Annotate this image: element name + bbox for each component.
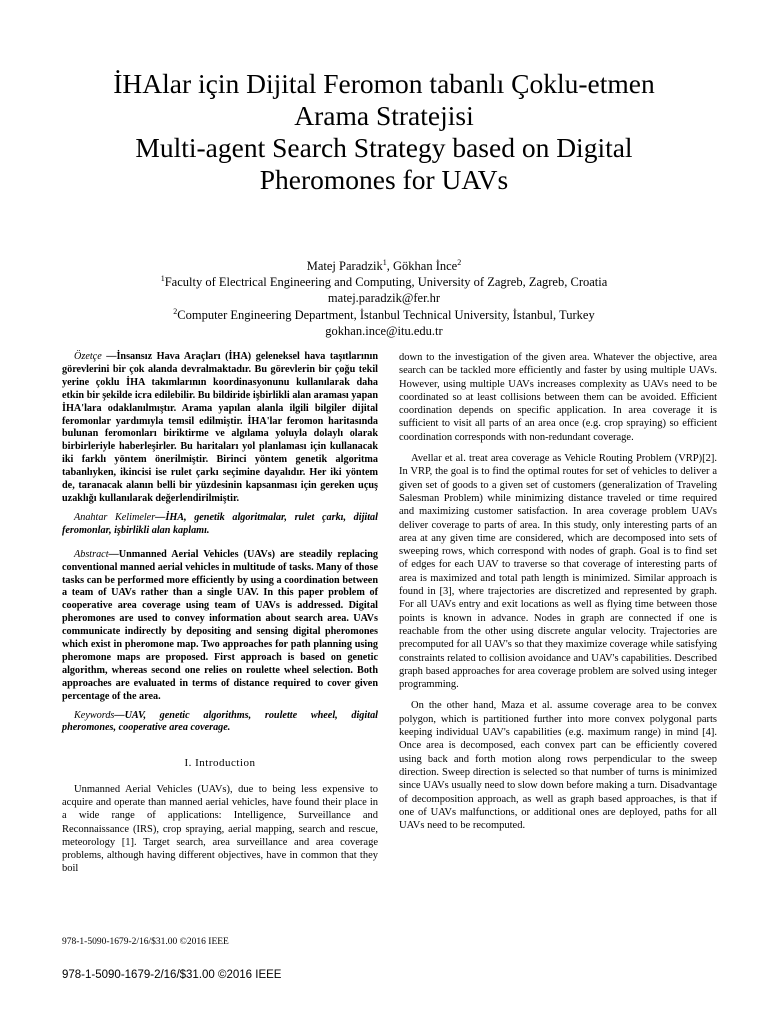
affiliation-2-sup: 2 xyxy=(173,306,178,316)
right-paragraph-2: Avellar et al. treat area coverage as Vehicle Routing Problem (VRP)[2]. In VRP, the goal is to find the optimal routes for set of vehicles to deliver a given set of goods to a given set of customers (generalization of Traveling Salesman Problem) while minimizing distance traveled or time required and maximizing customer satisfaction. In area coverage problem UAVs deliver coverage to parts of area. In this study, only interesting parts of an area at any given time are considered, which are decomposed into sets of sweeping rows, which correspond with nodes of graph. Goal is to find set of edges for each UAV to traverse so that coverage of interesting parts of area is maximized and total path length is minimized. Similar approach is found in [3], where trajectories are discretized and represented by graph. For all UAVs entry and exit locations as well as flying time between those points is known in advance. Nodes in graph are connected if one is reachable from the other using discrete angular velocity. Trajectories are precomputed for all UAV's so that they maximize coverage while satisfying constraints related to collision avoidance and UAV's capabilities. Described graph based approaches for area coverage problem are solved using integer programming. xyxy=(399,453,717,691)
email-1: matej.paradzik@fer.hr xyxy=(327,291,441,306)
affiliation-2 xyxy=(40,307,728,323)
author-block xyxy=(40,258,728,339)
author-2-name: Gökhan İnce xyxy=(393,259,458,273)
ozetce-paragraph xyxy=(62,351,378,506)
anahtar-label: Anahtar Kelimeler xyxy=(74,511,156,523)
author-separator: , xyxy=(386,259,394,273)
affiliation-1-text: Faculty of Electrical Engineering and Computing, University of Zagreb, Zagreb, Croatia xyxy=(164,275,608,290)
ozetce-label: Özetçe xyxy=(74,351,102,362)
left-column xyxy=(62,351,378,884)
author-names xyxy=(40,258,728,274)
abstract-text: Unmanned Aerial Vehicles (UAVs) are steadily replacing conventional manned aerial vehicles in multitude of tasks. Many of those tasks can be performed more efficiently by using a coordination between a team of UAVs rather than a single UAV. In this paper problem of cooperative area coverage using team of UAVs is addressed. Digital pheromones are used to convey information about search area. UAVs communicate indirectly by depositing and sensing digital pheromones which exist in pheromone map. Two approaches for path planning using pheromone maps are proposed. First approach is based on genetic algorithm, whereas second one relies on roulette wheel selection. Both approaches are evaluated in terms of distance required to cover given percentage of the area. xyxy=(62,548,378,702)
keywords-text: UAV, genetic algorithms, roulette wheel, digital pheromones, cooperative area coverage. xyxy=(62,709,378,734)
keywords-label: Keywords xyxy=(74,709,115,721)
title-line-turkish-2: Arama Stratejisi xyxy=(294,100,474,131)
intro-paragraph-1: Unmanned Aerial Vehicles (UAVs), due to being less expensive to acquire and operate than manned aerial vehicles, have found their place in a wide range of applications: Intelligence, Surveillance and Reconnaissance (IRS), crop spraying, aerial mapping, search and rescue, meteorology [1]. Target search, area surveillance and area coverage problems, although having different objectives, have in common that they boil xyxy=(62,783,378,875)
keywords-paragraph xyxy=(62,710,378,736)
anahtar-text: İHA, genetik algoritmalar, rulet çarkı, dijital feromonlar, işbirlikli alan kaplamı. xyxy=(62,511,378,536)
keywords-dash: — xyxy=(114,709,125,721)
anahtar-dash: — xyxy=(155,511,166,523)
affiliation-1 xyxy=(40,274,728,290)
title-line-english-2: Pheromones for UAVs xyxy=(259,164,509,195)
right-column xyxy=(399,351,717,840)
paper-title xyxy=(40,68,728,196)
abstract-label: Abstract xyxy=(74,548,109,560)
title-line-english-1: Multi-agent Search Strategy based on Digital xyxy=(135,132,633,163)
author-1-sup: 1 xyxy=(382,257,387,267)
anahtar-paragraph xyxy=(62,512,378,538)
right-paragraph-3: On the other hand, Maza et al. assume coverage area to be convex polygon, which is partitioned further into more convex polygonal parts keeping individual UAV's capabilities (e.g. maximum range) in mind [4]. Once area is decomposed, each convex part can be efficiently covered using back and forth motion along rows perpendicular to the sweep direction. Sweep direction is selected so that number of turns is minimized since UAVs usually need to slow down before making a turn. Disadvantage of decomposition approach, as well as graph based approaches, is that if one of UAVs malfunctions, or additional ones are deployed, paths for all UAVs need to be recomputed. xyxy=(399,700,717,832)
title-line-turkish-1: İHAlar için Dijital Feromon tabanlı Çoklu-etmen xyxy=(113,68,655,99)
affiliation-2-text: Computer Engineering Department, İstanbul Technical University, İstanbul, Turkey xyxy=(177,307,595,322)
abstract-dash: — xyxy=(108,548,119,560)
email-2: gokhan.ince@itu.edu.tr xyxy=(325,323,443,338)
author-2-sup: 2 xyxy=(457,257,462,267)
right-paragraph-1: down to the investigation of the given area. Whatever the objective, area search can be tackled more efficiently and faster by using multiple UAVs. However, using multiple UAVs increases complexity as UAVs need to be coordinated so at least collisions between them can be avoided. Efficient coordination depends on specific application. In area coverage it is sufficient to visit all parts of an area once (e.g. crop spraying) so efficient coordination corresponds with non-redundant coverage. xyxy=(399,352,717,443)
ozetce-dash: — xyxy=(101,351,117,362)
affiliation-1-sup: 1 xyxy=(160,274,165,284)
abstract-paragraph xyxy=(62,549,378,704)
page-copyright-notice: 978-1-5090-1679-2/16/$31.00 ©2016 IEEE xyxy=(62,969,282,981)
ozetce-text: İnsansız Hava Araçları (İHA) geleneksel hava taşıtlarının görevlerini bir çok alanda devralmaktadır. Bu görevlerin bir çoğu tekil yerine çoklu İHA takımlarının koordinasyonunu kullanılarak daha etkin bir şekilde icra edilebilir. Bu bildiride işbirlikli alan araması yapan İHA'lara odaklanılmıştır. Arama yapılan alanla ilgili bilgiler dijital feromonlar yardımıyla temsil edilmiştir. İHA'lar feromon haritasında bulunan feromonları biriktirme ve algılama yoluyla dolaylı olarak birbirleriyle haberleşirler. Bu haritaları yol planlaması için kullanacak iki farklı yöntem önerilmiştir. Birinci yöntem genetik algoritma tabanlıyken, ikincisi ise rulet çarkı seçimine dayalıdır. Her iki yöntem de, taranacak alanın belli bir yüzdesinin kapsanması için gereken uçuş uzaklığı kullanılarak değerlendirilmiştir. xyxy=(62,351,379,504)
column-copyright-notice: 978-1-5090-1679-2/16/$31.00 ©2016 IEEE xyxy=(62,937,229,947)
section-heading-introduction: I. Introduction xyxy=(184,757,256,770)
author-1-name: Matej Paradzik xyxy=(306,259,383,273)
